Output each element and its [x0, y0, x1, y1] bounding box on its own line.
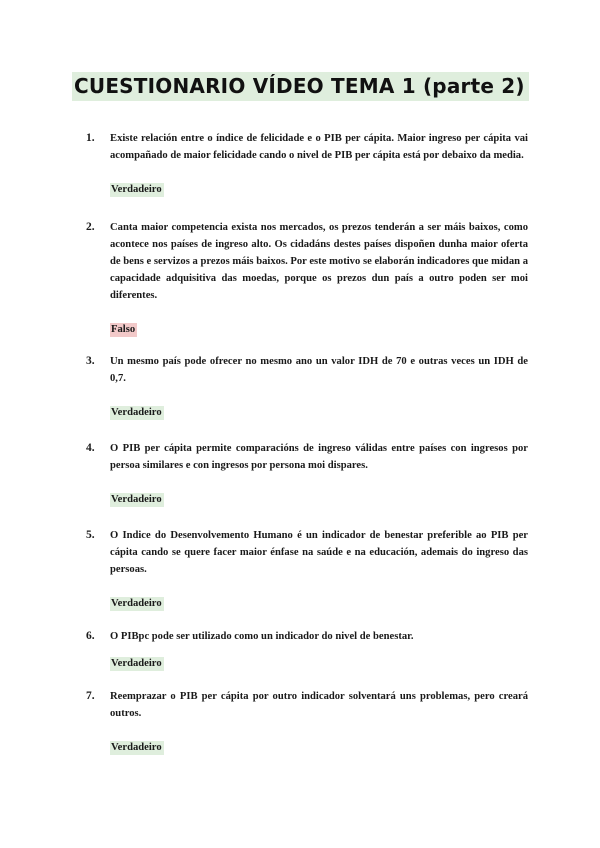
question-item [86, 353, 528, 420]
question-text: Existe relación entre o índice de felicidade e o PIB per cápita. Maior ingreso per cápita vai acompañado de maior felicidade cando o nivel de PIB per cápita está por debaixo da media. [110, 133, 528, 161]
page-title: CUESTIONARIO VÍDEO TEMA 1 (parte 2) [72, 72, 529, 101]
question-item [86, 440, 528, 507]
question-item [86, 219, 528, 337]
answer-label: Verdadeiro [111, 742, 162, 753]
question-number: 1. [86, 132, 95, 144]
question-list [86, 130, 528, 755]
answer-label: Falso [111, 324, 136, 335]
question-item [86, 130, 528, 197]
question-number: 3. [86, 355, 95, 367]
question-number: 7. [86, 690, 95, 702]
answer-label: Verdadeiro [111, 184, 162, 195]
question-number: 5. [86, 529, 95, 541]
question-text: O Indice do Desenvolvemento Humano é un indicador de benestar preferible ao PIB per cápita cando se quere facer maior énfase na saúde e na educación, ademais do ingreso das persoas. [110, 530, 528, 575]
question-item [86, 628, 528, 671]
question-text: O PIBpc pode ser utilizado como un indicador do nivel de benestar. [110, 631, 414, 642]
answer-label: Verdadeiro [111, 598, 162, 609]
answer-label: Verdadeiro [111, 658, 162, 669]
question-text: Un mesmo país pode ofrecer no mesmo ano un valor IDH de 70 e outras veces un IDH de 0,7. [110, 356, 528, 384]
answer-label: Verdadeiro [111, 407, 162, 418]
question-item [86, 527, 528, 611]
question-number: 6. [86, 630, 95, 642]
question-text: Reemprazar o PIB per cápita por outro indicador solventará uns problemas, pero creará outros. [110, 691, 528, 719]
question-text: Canta maior competencia exista nos mercados, os prezos tenderán a ser máis baixos, como acontece nos países de ingreso alto. Os cidadáns destes países dispoñen dunha maior oferta de bens e servizos a prezos máis baixos. Por este motivo se elaborán indicadores que midan a capacidade adquisitiva das moedas, porque os prezos dun país a outro poden ser moi diferentes. [110, 222, 528, 301]
question-number: 4. [86, 442, 95, 454]
question-number: 2. [86, 221, 95, 233]
question-item [86, 688, 528, 755]
question-text: O PIB per cápita permite comparacións de ingreso válidas entre países con ingresos por persoa similares e con ingresos por persona moi dispares. [110, 443, 528, 471]
answer-label: Verdadeiro [111, 494, 162, 505]
